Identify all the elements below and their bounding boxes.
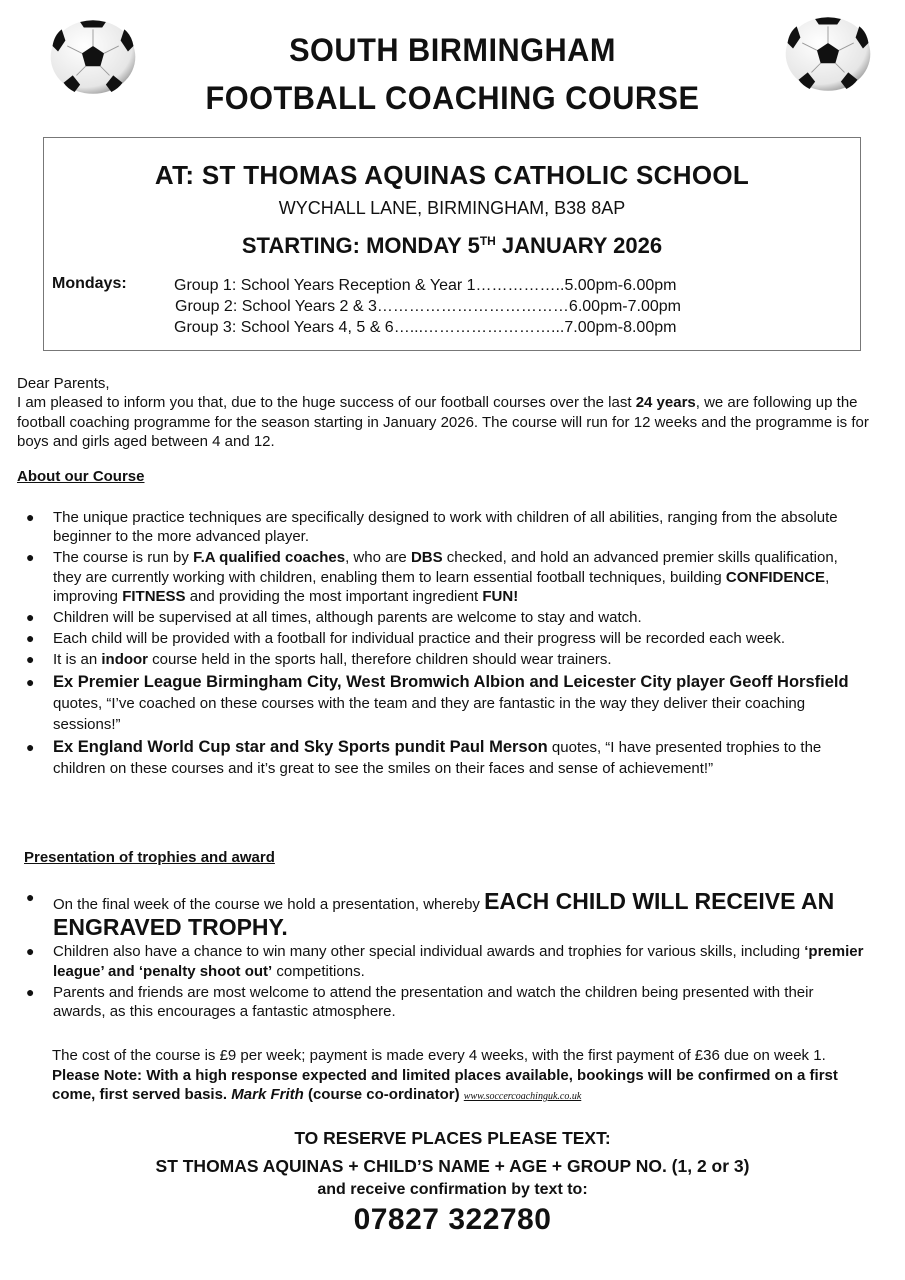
list-item: ● On the final week of the course we hold a presentation, whereby EACH CHILD WILL RECEIVE AN ENGRAVED TROPHY. [26,888,835,941]
letter-intro: I am pleased to inform you that, due to the huge success of our football courses over the last 24 years, we are following up the football coaching programme for the season starting in January 2026. The course will run for 12 weeks and the programme is for boys and girls aged between 4 and 12. [17,394,869,450]
about-list [17,508,867,781]
venue-name: AT: ST THOMAS AQUINAS CATHOLIC SCHOOL [154,160,750,190]
schedule-list [174,275,681,338]
bullet-icon: ● [26,889,35,905]
venue-address: WYCHALL LANE, BIRMINGHAM, B38 8AP [278,198,626,218]
cta-confirmation: and receive confirmation by text to: [317,1181,588,1198]
list-item: ● Parents and friends are most welcome to attend the presentation and watch the children being presented with their awards, as this encourages a fantastic atmosphere. [26,983,814,1021]
bullet-icon: ● [26,609,35,626]
website-link[interactable]: www.soccercoachinguk.co.uk [463,1091,582,1102]
page-title-line-2: FOOTBALL COACHING COURSE [205,80,700,116]
schedule-row: Group 3: School Years 4, 5 & 6…...……………………...7.00pm-8.00pm [174,319,677,336]
bullet-icon: ● [26,509,35,525]
section-heading-about: About our Course [17,468,145,485]
trophy-list [17,888,867,1023]
bullet-icon: ● [26,983,35,1000]
list-item: ● Children will be supervised at all times, although parents are welcome to stay and watch. [26,609,642,627]
list-item: ● The unique practice techniques are specifically designed to work with children of all abilities, ranging from the absolute beginner to the more advanced player. [26,509,838,546]
bullet-icon: ● [26,630,35,647]
schedule-row: Group 2: School Years 2 & 3………………………………6.00pm-7.00pm [175,298,681,315]
bullet-icon: ● [26,943,35,960]
cta-heading: TO RESERVE PLACES PLEASE TEXT: [294,1128,611,1148]
list-item-quote: ● Ex Premier League Birmingham City, West Bromwich Albion and Leicester City player Geoff Horsfield quotes, “I’ve coached on these courses with the team and they are fantastic in the way they deliver their coaching sessions!” [26,672,849,733]
cta-instructions: ST THOMAS AQUINAS + CHILD’S NAME + AGE + GROUP NO. (1, 2 or 3) [155,1156,750,1176]
start-date: STARTING: MONDAY 5TH JANUARY 2026 [241,233,663,258]
page-title-line-1: SOUTH BIRMINGHAM [289,32,616,68]
letter-greeting: Dear Parents, [17,375,110,392]
section-heading-trophies: Presentation of trophies and award [24,849,275,866]
bullet-icon: ● [26,738,35,755]
bullet-icon: ● [26,549,35,566]
phone-number: 07827 322780 [353,1203,552,1236]
cost-paragraph: The cost of the course is £9 per week; payment is made every 4 weeks, with the first payment of £36 due on week 1. Please Note: With a high response expected and limited places available, bookings will be confirmed on a first come, first served basis. Mark Frith (course co-ordinator) www.soccercoachinguk.co.uk [52,1047,838,1103]
list-item: ● It is an indoor course held in the sports hall, therefore children should wear trainers. [26,651,612,669]
list-item-quote: ● Ex England World Cup star and Sky Sports pundit Paul Merson quotes, “I have presented trophies to the children on these courses and it’s great to see the smiles on their faces and sense of achievement!” [26,737,822,777]
coordinator-name: Mark Frith [231,1086,304,1103]
list-item: ● Children also have a chance to win many other special individual awards and trophies for various skills, including ‘premier league’ and ‘penalty shoot out’ competitions. [26,943,864,980]
schedule-day: Mondays: [52,275,127,292]
list-item: ● The course is run by F.A qualified coaches, who are DBS checked, and hold an advanced premier skills qualification, they are currently working with children, enabling them to learn essential football techniques, building CONFIDENCE, improving FITNESS and providing the most important ingredient FUN! [26,549,838,605]
list-item: ● Each child will be provided with a football for individual practice and their progress will be recorded each week. [26,630,786,648]
venue-box [43,137,861,351]
bullet-icon: ● [26,673,35,690]
bullet-icon: ● [26,651,35,668]
schedule-row: Group 1: School Years Reception & Year 1……………..5.00pm-6.00pm [174,277,677,294]
